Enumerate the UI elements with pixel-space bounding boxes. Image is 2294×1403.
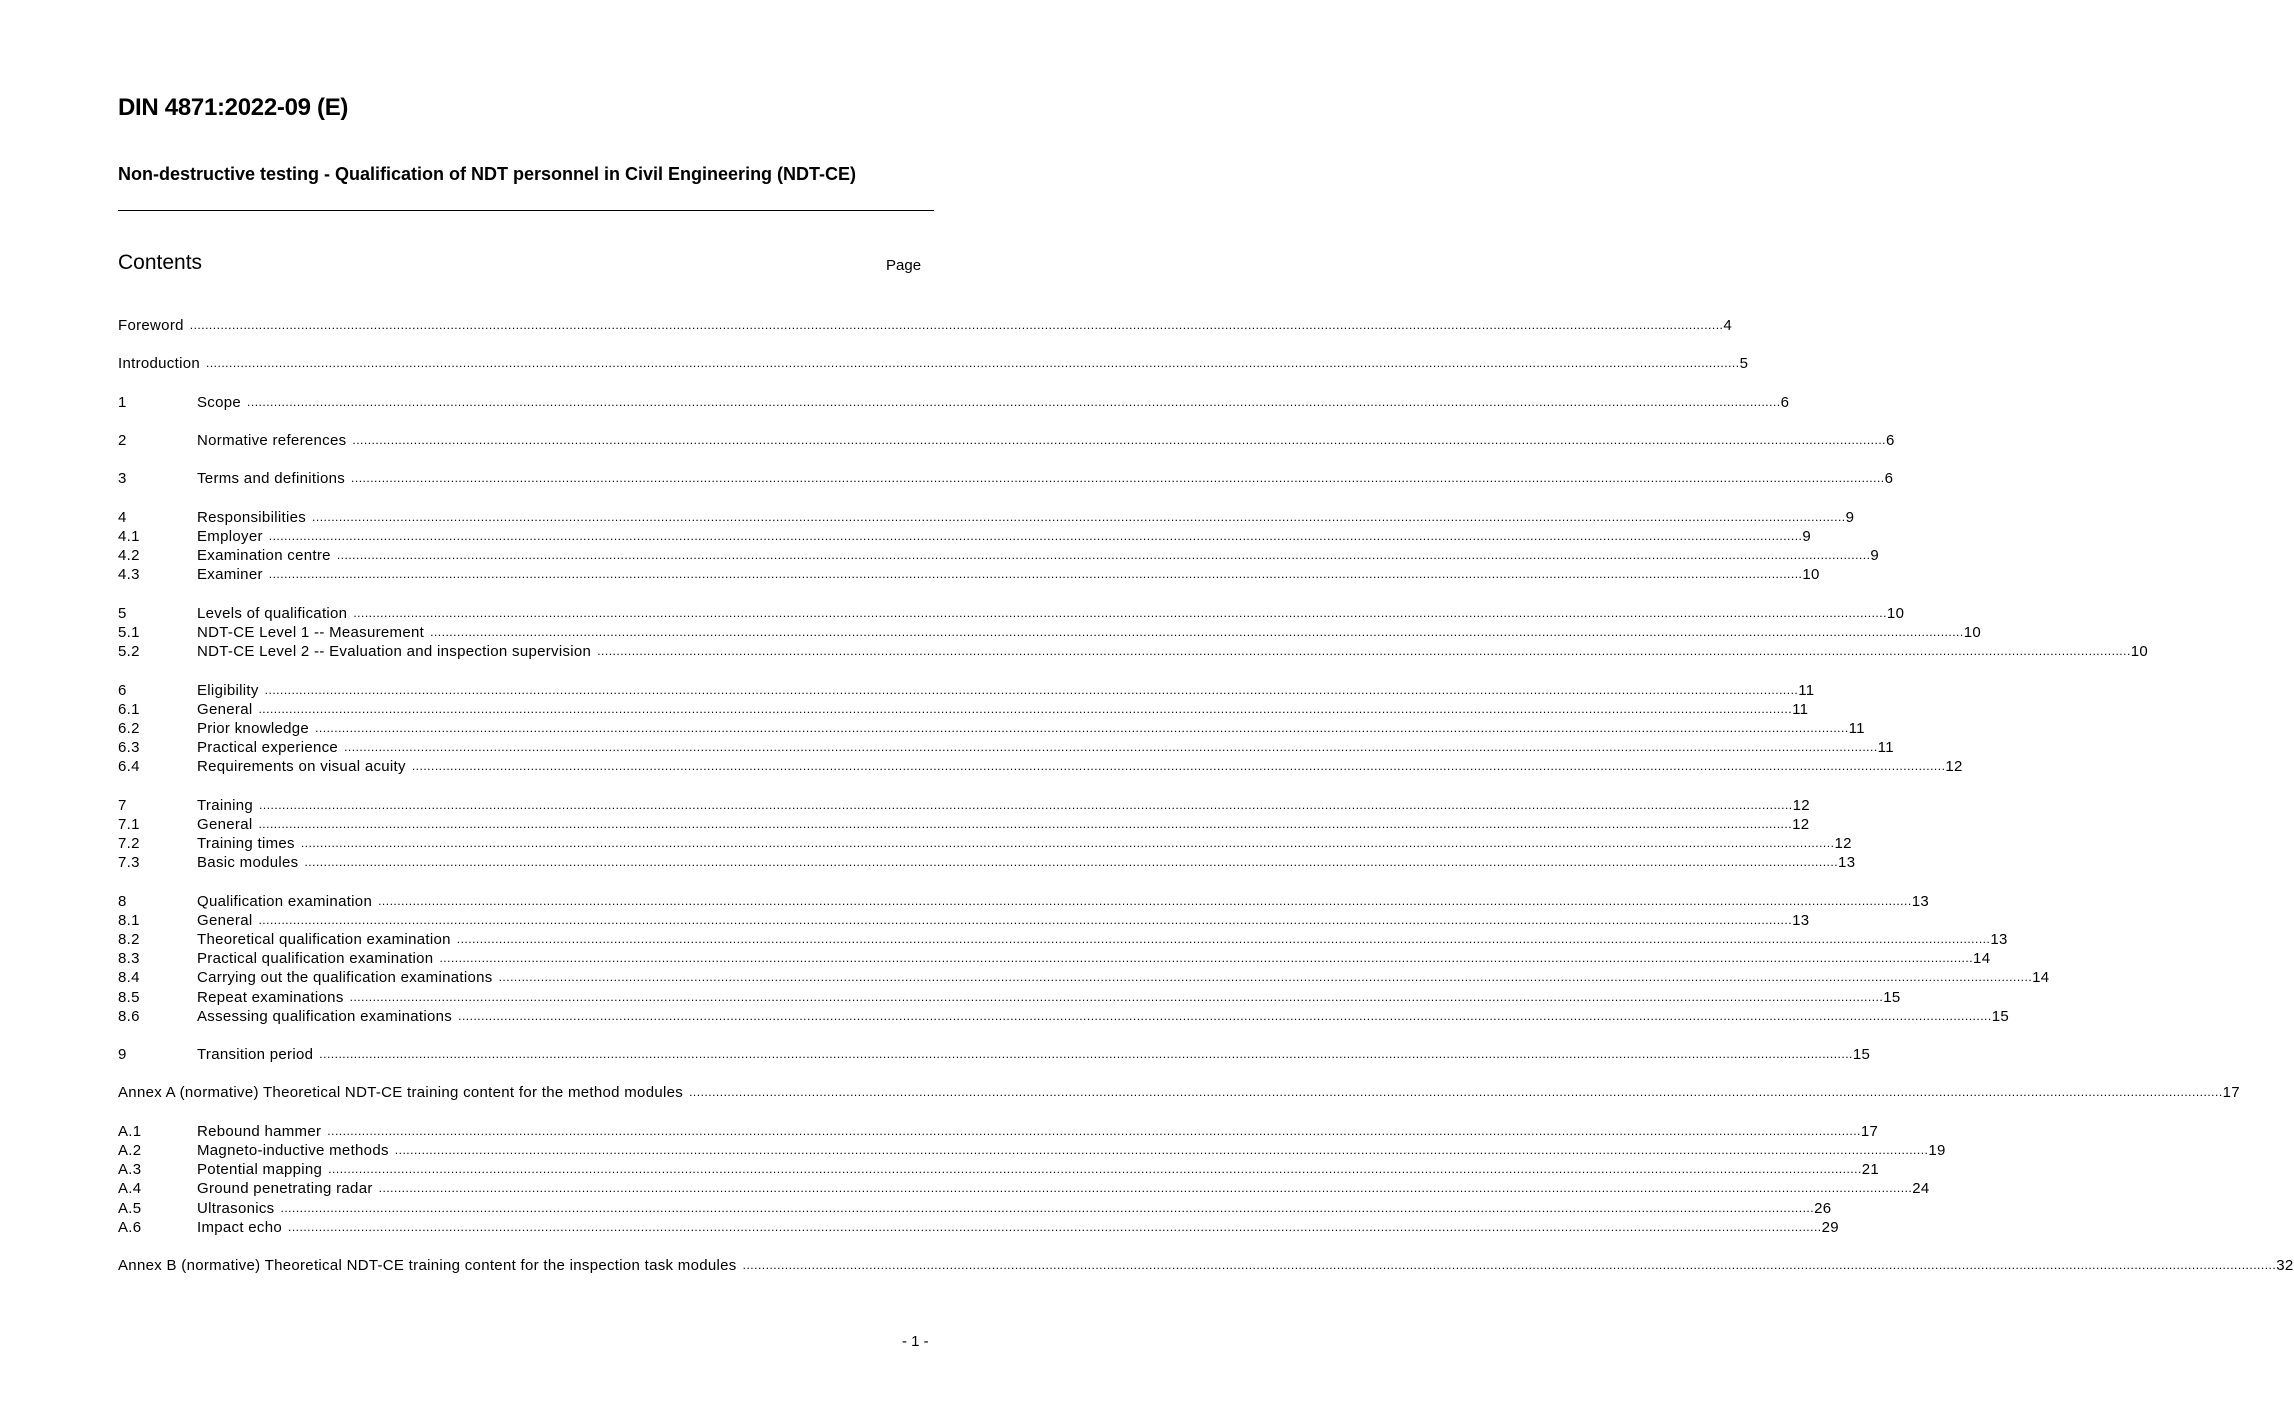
toc-entry-number: 8.4 [118, 969, 140, 987]
toc-dot-leader: ................................................................................................................................................................................................................................................................................................................................................................................................................ [394, 1143, 1929, 1158]
toc-dot-leader: ................................................................................................................................................................................................................................................................................................................................................................................................................ [312, 509, 1846, 524]
toc-entry-page: 11 [1877, 739, 1894, 757]
toc-entry-title: NDT-CE Level 2 -- Evaluation and inspection supervision [197, 643, 592, 661]
toc-dot-leader: ................................................................................................................................................................................................................................................................................................................................................................................................................ [258, 701, 1793, 716]
toc-entry-number: 6.1 [118, 700, 140, 718]
toc-entry-page: 4 [1723, 316, 1733, 334]
toc-entry-number: 8.2 [118, 930, 140, 948]
toc-entry-number: A.4 [118, 1180, 142, 1198]
toc-entry-page: 24 [1912, 1180, 1930, 1198]
toc-dot-leader: ................................................................................................................................................................................................................................................................................................................................................................................................................ [327, 1123, 1861, 1138]
toc-entry[interactable] [118, 1256, 2294, 1275]
toc-entry[interactable] [118, 1179, 1930, 1198]
toc-entry[interactable] [118, 968, 2050, 987]
toc-dot-leader: ................................................................................................................................................................................................................................................................................................................................................................................................................ [439, 951, 1974, 966]
toc-entry-number: 6.2 [118, 719, 140, 737]
toc-entry-number: 5.2 [118, 643, 140, 661]
toc-entry-title: Basic modules [197, 854, 299, 872]
document-title: DIN 4871:2022-09 (E) [118, 94, 349, 121]
toc-entry[interactable] [118, 604, 1905, 623]
toc-dot-leader: ................................................................................................................................................................................................................................................................................................................................................................................................................ [411, 759, 1946, 774]
toc-dot-leader: ................................................................................................................................................................................................................................................................................................................................................................................................................ [288, 1219, 1822, 1234]
toc-entry-title: Employer [197, 528, 263, 546]
toc-entry-title: Levels of qualification [197, 604, 348, 622]
page-number: - 1 - [902, 1333, 929, 1350]
toc-entry-page: 11 [1848, 719, 1865, 737]
toc-entry-number: 5 [118, 604, 127, 622]
toc-entry-title: Annex B (normative) Theoretical NDT-CE training content for the inspection task modules [118, 1257, 737, 1275]
toc-entry[interactable] [118, 1199, 1832, 1218]
toc-entry-page: 5 [1739, 355, 1749, 373]
toc-dot-leader: ................................................................................................................................................................................................................................................................................................................................................................................................................ [336, 548, 1871, 563]
toc-entry-title: Examination centre [197, 547, 331, 565]
toc-entry[interactable] [118, 1122, 1879, 1141]
toc-dot-leader: ................................................................................................................................................................................................................................................................................................................................................................................................................ [689, 1085, 2223, 1100]
toc-entry-title: Rebound hammer [197, 1122, 322, 1140]
toc-dot-leader: ................................................................................................................................................................................................................................................................................................................................................................................................................ [247, 394, 1781, 409]
toc-entry-page: 10 [1886, 604, 1905, 622]
toc-entry-page: 15 [1883, 988, 1901, 1006]
toc-entry-page: 13 [1990, 930, 2008, 948]
toc-dot-leader: ................................................................................................................................................................................................................................................................................................................................................................................................................ [315, 720, 1849, 735]
toc-entry-title: Responsibilities [197, 508, 307, 526]
toc-entry-page: 17 [1860, 1122, 1879, 1140]
toc-entry-number: 9 [118, 1046, 127, 1064]
toc-entry-number: 1 [118, 393, 127, 411]
toc-dot-leader: ................................................................................................................................................................................................................................................................................................................................................................................................................ [349, 989, 1884, 1004]
toc-entry[interactable] [118, 681, 1815, 700]
toc-entry-title: Terms and definitions [197, 470, 346, 488]
toc-entry[interactable] [118, 354, 1749, 373]
toc-entry-title: Eligibility [197, 681, 259, 699]
toc-entry-number: 8.1 [118, 911, 140, 929]
toc-entry-page: 12 [1945, 758, 1963, 776]
toc-entry-number: A.3 [118, 1161, 142, 1179]
toc-entry[interactable] [118, 700, 1809, 719]
toc-dot-leader: ................................................................................................................................................................................................................................................................................................................................................................................................................ [344, 740, 1878, 755]
toc-entry-page: 19 [1928, 1142, 1946, 1160]
toc-entry-page: 17 [2222, 1084, 2240, 1102]
toc-entry[interactable] [118, 623, 1981, 642]
contents-heading: Contents [118, 251, 203, 274]
toc-entry-page: 11 [1798, 681, 1815, 699]
toc-entry[interactable] [118, 1084, 2240, 1103]
toc-entry-number: 8 [118, 892, 127, 910]
toc-entry-number: A.1 [118, 1122, 142, 1140]
toc-dot-leader: ................................................................................................................................................................................................................................................................................................................................................................................................................ [259, 797, 1793, 812]
toc-dot-leader: ................................................................................................................................................................................................................................................................................................................................................................................................................ [328, 1162, 1862, 1177]
toc-entry[interactable] [118, 988, 1901, 1007]
toc-entry-title: Annex A (normative) Theoretical NDT-CE training content for the method modules [118, 1084, 684, 1102]
toc-entry[interactable] [118, 796, 1810, 815]
toc-entry-number: A.6 [118, 1218, 142, 1236]
toc-entry-title: General [197, 700, 253, 718]
toc-dot-leader: ................................................................................................................................................................................................................................................................................................................................................................................................................ [319, 1047, 1853, 1062]
toc-entry-title: Prior knowledge [197, 719, 310, 737]
toc-entry[interactable] [118, 1141, 1946, 1160]
toc-entry-title: Transition period [197, 1046, 314, 1064]
toc-entry-title: Repeat examinations [197, 988, 344, 1006]
toc-entry-page: 14 [2032, 969, 2050, 987]
toc-dot-leader: ................................................................................................................................................................................................................................................................................................................................................................................................................ [378, 1181, 1913, 1196]
toc-entry-title: Practical experience [197, 739, 339, 757]
toc-entry-title: Ground penetrating radar [197, 1180, 373, 1198]
toc-dot-leader: ................................................................................................................................................................................................................................................................................................................................................................................................................ [597, 644, 2131, 659]
toc-entry[interactable] [118, 757, 1963, 776]
toc-entry-page: 15 [1852, 1046, 1871, 1064]
toc-entry-title: Normative references [197, 432, 347, 450]
toc-entry-page: 9 [1802, 528, 1812, 546]
toc-entry[interactable] [118, 431, 1895, 450]
page-column-label: Page [886, 257, 922, 274]
toc-entry-page: 13 [1911, 892, 1929, 910]
toc-dot-leader: ................................................................................................................................................................................................................................................................................................................................................................................................................ [264, 682, 1799, 697]
toc-entry-page: 6 [1780, 393, 1790, 411]
toc-entry[interactable] [118, 1007, 2009, 1026]
toc-entry-number: 7.1 [118, 815, 140, 833]
toc-entry[interactable] [118, 470, 1894, 489]
toc-entry-page: 6 [1884, 470, 1894, 488]
toc-entry-title: Ultrasonics [197, 1199, 275, 1217]
toc-entry-page: 6 [1885, 432, 1895, 450]
toc-entry[interactable] [118, 930, 2008, 949]
toc-entry-page: 12 [1792, 815, 1810, 833]
toc-entry-page: 10 [1963, 623, 1981, 641]
toc-dot-leader: ................................................................................................................................................................................................................................................................................................................................................................................................................ [258, 912, 1793, 927]
toc-entry-page: 13 [1838, 854, 1856, 872]
toc-entry-page: 26 [1814, 1199, 1832, 1217]
toc-dot-leader: ................................................................................................................................................................................................................................................................................................................................................................................................................ [258, 816, 1793, 831]
toc-entry-page: 32 [2276, 1257, 2294, 1275]
toc-entry-title: Theoretical qualification examination [197, 930, 451, 948]
toc-entry-number: 3 [118, 470, 127, 488]
toc-dot-leader: ................................................................................................................................................................................................................................................................................................................................................................................................................ [498, 970, 2033, 985]
toc-entry-page: 14 [1973, 950, 1991, 968]
toc-dot-leader: ................................................................................................................................................................................................................................................................................................................................................................................................................ [351, 471, 1885, 486]
toc-entry-number: 7.3 [118, 854, 140, 872]
toc-dot-leader: ................................................................................................................................................................................................................................................................................................................................................................................................................ [742, 1258, 2277, 1273]
toc-entry-title: Scope [197, 393, 242, 411]
toc-entry-number: 4.1 [118, 528, 140, 546]
toc-entry[interactable] [118, 1160, 1880, 1179]
toc-entry-page: 12 [1792, 796, 1810, 814]
toc-dot-leader: ................................................................................................................................................................................................................................................................................................................................................................................................................ [268, 567, 1803, 582]
toc-entry[interactable] [118, 393, 1790, 412]
toc-entry-title: Impact echo [197, 1218, 283, 1236]
toc-entry-number: 8.6 [118, 1007, 140, 1025]
toc-entry-page: 10 [1802, 566, 1820, 584]
toc-entry-page: 9 [1870, 547, 1880, 565]
toc-dot-leader: ................................................................................................................................................................................................................................................................................................................................................................................................................ [456, 931, 1991, 946]
toc-dot-leader: ................................................................................................................................................................................................................................................................................................................................................................................................................ [378, 893, 1912, 908]
toc-entry-number: 4 [118, 508, 127, 526]
toc-entry-number: 4.2 [118, 547, 140, 565]
toc-entry[interactable] [118, 508, 1855, 527]
toc-entry-title: Examiner [197, 566, 263, 584]
toc-entry-number: 6 [118, 681, 127, 699]
toc-entry-number: 2 [118, 432, 127, 450]
toc-entry[interactable] [118, 527, 1812, 546]
toc-entry-number: A.2 [118, 1142, 142, 1160]
toc-entry-title: Magneto-inductive methods [197, 1142, 389, 1160]
title-divider [118, 210, 934, 211]
toc-entry-number: 7.2 [118, 835, 140, 853]
toc-dot-leader: ................................................................................................................................................................................................................................................................................................................................................................................................................ [458, 1008, 1992, 1023]
toc-entry-title: Practical qualification examination [197, 950, 434, 968]
toc-entry-number: 5.1 [118, 623, 140, 641]
toc-entry[interactable] [118, 316, 1733, 335]
toc-dot-leader: ................................................................................................................................................................................................................................................................................................................................................................................................................ [280, 1200, 1815, 1215]
toc-entry-page: 29 [1821, 1218, 1839, 1236]
toc-entry-number: 4.3 [118, 566, 140, 584]
toc-entry[interactable] [118, 1045, 1871, 1064]
toc-entry-title: Training [197, 796, 254, 814]
toc-entry-number: 8.5 [118, 988, 140, 1006]
toc-entry-title: Assessing qualification examinations [197, 1007, 453, 1025]
toc-entry-number: A.5 [118, 1199, 142, 1217]
toc-dot-leader: ................................................................................................................................................................................................................................................................................................................................................................................................................ [304, 855, 1839, 870]
document-subtitle: Non-destructive testing - Qualification of NDT personnel in Civil Engineering (NDT-CE) [118, 164, 857, 184]
toc-entry-page: 10 [2130, 643, 2149, 661]
toc-entry[interactable] [118, 892, 1929, 911]
toc-entry[interactable] [118, 853, 1856, 872]
toc-entry-page: 15 [1991, 1007, 2009, 1025]
toc-entry-title: General [197, 911, 253, 929]
toc-entry-page: 9 [1845, 508, 1855, 526]
toc-dot-leader: ................................................................................................................................................................................................................................................................................................................................................................................................................ [300, 836, 1835, 851]
toc-dot-leader: ................................................................................................................................................................................................................................................................................................................................................................................................................ [268, 529, 1803, 544]
toc-entry-title: Qualification examination [197, 892, 373, 910]
toc-entry-title: Introduction [118, 355, 200, 373]
toc-dot-leader: ................................................................................................................................................................................................................................................................................................................................................................................................................ [205, 356, 1740, 371]
toc-entry-number: 8.3 [118, 950, 140, 968]
toc-dot-leader: ................................................................................................................................................................................................................................................................................................................................................................................................................ [189, 317, 1724, 332]
toc-entry-page: 12 [1834, 835, 1852, 853]
toc-entry[interactable] [118, 834, 1852, 853]
toc-entry-number: 6.3 [118, 739, 140, 757]
toc-entry-title: Requirements on visual acuity [197, 758, 406, 776]
toc-entry[interactable] [118, 565, 1820, 584]
toc-entry-title: Foreword [118, 316, 184, 334]
toc-dot-leader: ................................................................................................................................................................................................................................................................................................................................................................................................................ [352, 433, 1886, 448]
toc-entry-page: 21 [1861, 1161, 1880, 1179]
toc-entry-title: General [197, 815, 253, 833]
toc-entry[interactable] [118, 719, 1865, 738]
toc-entry-title: Training times [197, 835, 295, 853]
toc-entry[interactable] [118, 546, 1880, 565]
toc-entry-number: 7 [118, 796, 127, 814]
toc-entry[interactable] [118, 949, 1991, 968]
toc-dot-leader: ................................................................................................................................................................................................................................................................................................................................................................................................................ [353, 605, 1887, 620]
toc-entry[interactable] [118, 738, 1894, 757]
table-of-contents [118, 316, 2294, 1275]
toc-entry-title: NDT-CE Level 1 -- Measurement [197, 623, 425, 641]
toc-entry[interactable] [118, 1218, 1839, 1237]
toc-entry[interactable] [118, 815, 1810, 834]
toc-entry-page: 11 [1792, 700, 1809, 718]
toc-entry[interactable] [118, 642, 2149, 661]
toc-dot-leader: ................................................................................................................................................................................................................................................................................................................................................................................................................ [430, 624, 1964, 639]
toc-entry[interactable] [118, 911, 1810, 930]
toc-entry-title: Potential mapping [197, 1161, 323, 1179]
toc-entry-number: 6.4 [118, 758, 140, 776]
toc-entry-page: 13 [1792, 911, 1810, 929]
toc-entry-title: Carrying out the qualification examinations [197, 969, 493, 987]
